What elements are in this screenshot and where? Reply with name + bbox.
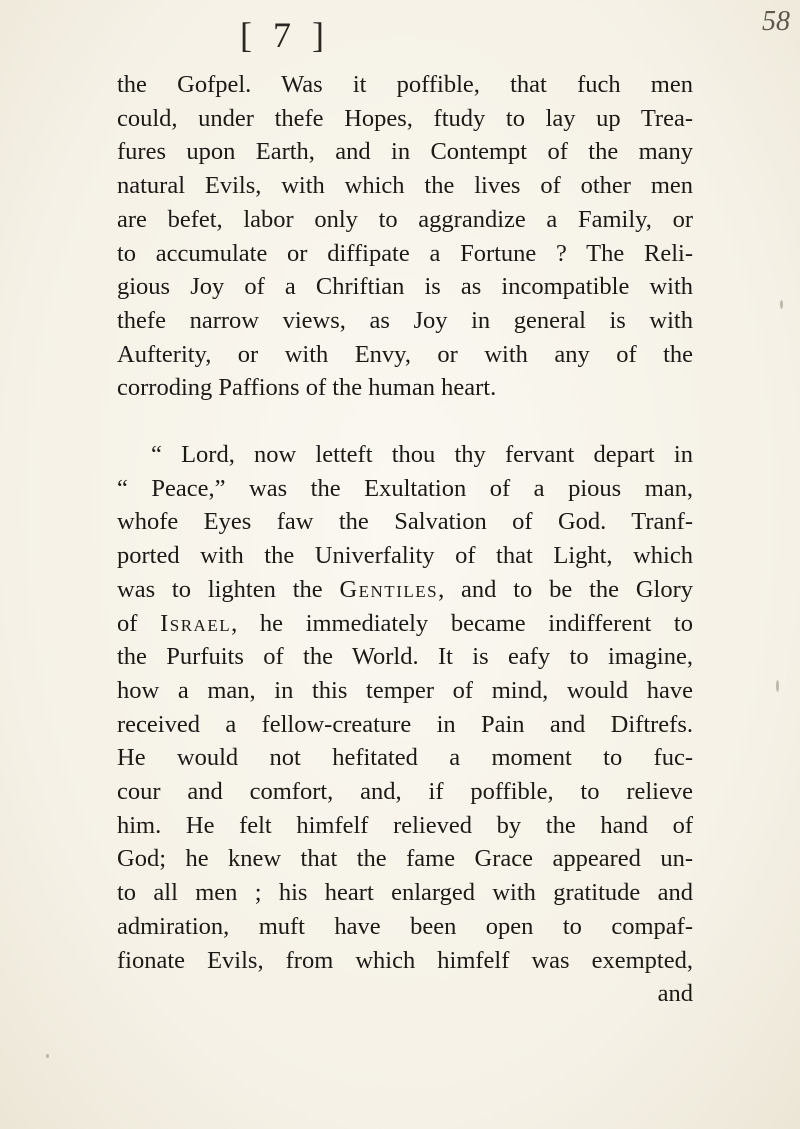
text-line: [117, 68, 693, 102]
text-line: [117, 237, 693, 271]
text-line: [117, 338, 693, 372]
text-run: him. He felt himfelf relieved by the hand of: [117, 811, 693, 839]
text-run: Aufterity, or with Envy, or with any of the: [117, 340, 693, 368]
text-run: He would not hefitated a moment to fuc-: [117, 744, 693, 772]
text-run: could, under thefe Hopes, ftudy to lay up Trea-: [117, 104, 693, 132]
small-caps-word: Israel: [160, 609, 232, 637]
text-run: received a fellow-creature in Pain and Diftrefs.: [117, 710, 693, 738]
catchword: and: [657, 980, 693, 1008]
text-line: [117, 910, 693, 944]
text-line: [117, 539, 693, 573]
text-line: [117, 304, 693, 338]
text-run: gious Joy of a Chriftian is as incompatible with: [117, 273, 693, 301]
text-run: admiration, muft have been open to compaf-: [117, 912, 693, 940]
text-line: [117, 640, 693, 674]
text-line: [117, 944, 693, 978]
text-line: [117, 203, 693, 237]
text-line: [117, 438, 693, 472]
text-line: [117, 371, 693, 405]
text-run: “ Peace,” was the Exultation of a pious man,: [117, 474, 693, 502]
text-line: [117, 741, 693, 775]
margin-speck: [780, 300, 783, 309]
text-run: whofe Eyes faw the Salvation of God. Tranf-: [117, 508, 693, 536]
small-caps-word: Gentiles: [339, 575, 439, 603]
text-run: thefe narrow views, as Joy in general is with: [117, 306, 693, 334]
text-run: how a man, in this temper of mind, would have: [117, 676, 693, 704]
text-run: corroding Paffions of the human heart.: [117, 374, 497, 402]
text-line: [117, 842, 693, 876]
page-number: [ 7 ]: [240, 15, 330, 55]
text-run: the Purfuits of the World. It is eafy to imagine,: [117, 643, 693, 671]
text-line: [117, 876, 693, 910]
text-line: [117, 708, 693, 742]
text-run: of: [117, 609, 161, 637]
text-run: cour and comfort, and, if poffible, to relieve: [117, 778, 693, 806]
text-line: [117, 809, 693, 843]
text-line: [117, 607, 693, 641]
text-line: [117, 674, 693, 708]
text-line: [117, 472, 693, 506]
text-line: [117, 102, 693, 136]
text-run: are befet, labor only to aggrandize a Family, or: [117, 205, 693, 233]
margin-speck: [46, 1054, 49, 1058]
text-run: was to lighten the: [117, 575, 340, 603]
body-text: [117, 68, 693, 1011]
text-run: “ Lord, now letteft thou thy fervant depart in: [151, 441, 693, 469]
text-line: [117, 135, 693, 169]
text-run: natural Evils, with which the lives of other men: [117, 172, 693, 200]
text-line: [117, 505, 693, 539]
text-run: ported with the Univerfality of that Light, which: [117, 542, 693, 570]
text-run: to all men ; his heart enlarged with gratitude and: [117, 879, 693, 907]
text-run: fures upon Earth, and in Contempt of the many: [117, 138, 693, 166]
paragraph: [117, 68, 693, 405]
text-run: fionate Evils, from which himfelf was exempted,: [117, 946, 693, 974]
paragraph: [117, 438, 693, 1011]
text-run: to accumulate or diffipate a Fortune ? The Reli-: [117, 239, 693, 267]
text-run: , and to be the Glory: [438, 575, 693, 603]
text-run: God; he knew that the fame Grace appeared un-: [117, 845, 693, 873]
text-line: [117, 270, 693, 304]
text-run: the Gofpel. Was it poffible, that fuch men: [117, 71, 693, 98]
folio-mark: 58: [762, 6, 790, 37]
margin-speck: [776, 680, 779, 692]
text-line: [117, 169, 693, 203]
text-line: [117, 775, 693, 809]
text-line: [117, 573, 693, 607]
text-run: , he immediately became indifferent to: [231, 609, 693, 637]
